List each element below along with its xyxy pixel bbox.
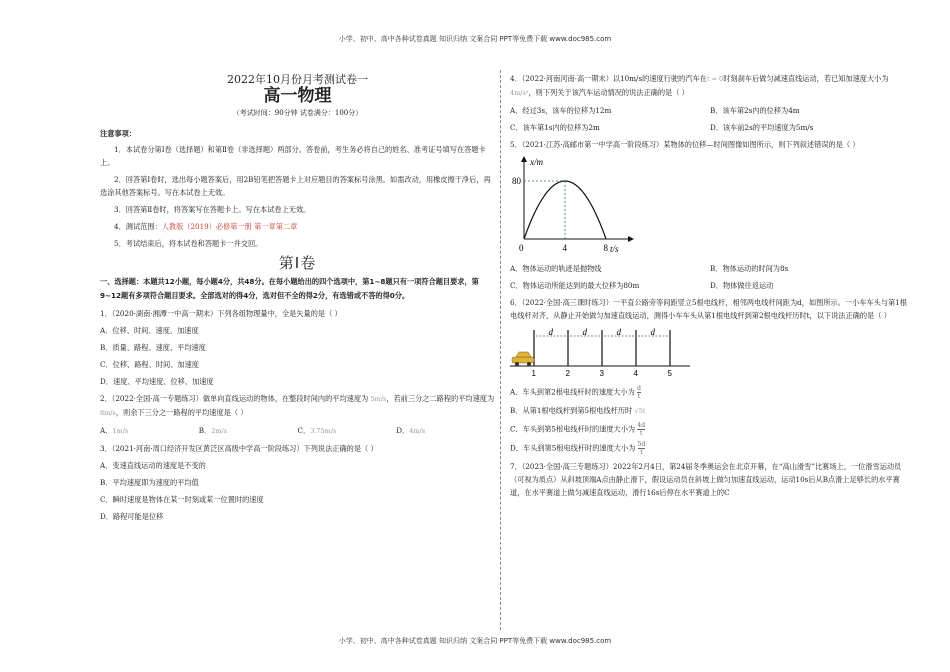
q6-option-d: D．车头到第5根电线杆时的速度大小为 $\frac{5d}{t}$ bbox=[510, 441, 646, 456]
notice-4-prefix: 4．测试范围： bbox=[114, 222, 162, 231]
section-intro: 一、选择题：本题共12小题，每小题4分，共48分。在每小题给出的四个选项中，第1~8题只有一项符合题目要求，第9~12题有多项符合题目要求。全部选对的得4分，选对但不全的得2分，有选错或不答的得0分。 bbox=[100, 277, 479, 300]
part-title: 第Ⅰ卷 bbox=[278, 254, 317, 272]
q6-option-a: A．车头到第2根电线杆时的速度大小为 $\frac{d}{t}$ bbox=[510, 385, 641, 400]
q4-t0: t = 0 bbox=[706, 75, 724, 83]
q6-stem: 6．（2022·全国·高三课时练习）一平直公路旁等间距竖立5根电线杆，相邻两电线杆间距为d，如图所示。一小车车头与第1根电线杆对齐，从静止开始做匀加速直线运动，测得小车车头从第1根电线杆到第2根电线杆历时t，以下说法正确的是（ ） bbox=[510, 298, 907, 320]
q4-options-row1 bbox=[510, 104, 910, 117]
y-axis-label: x/m bbox=[530, 157, 543, 167]
q2-option-c: C．3.75m/s bbox=[297, 426, 337, 435]
q5-stem: 5．（2021·江苏·高邮市第一中学高一阶段练习）某物体的位移—时间图像如图所示，则下列叙述错误的是（ ） bbox=[510, 140, 860, 149]
q5-options-row2 bbox=[510, 279, 910, 292]
notice-4-range: 人教版（2019）必修第一册 第一章第二章 bbox=[161, 222, 298, 231]
q2-stem-b: ，若前三分之二路程的平均速度为 bbox=[386, 394, 495, 403]
pole-label-4: 4 bbox=[633, 369, 638, 378]
pole-label-1: 1 bbox=[531, 369, 536, 378]
q5-option-a: A．物体运动的轨迹是抛物线 bbox=[510, 264, 602, 273]
pole-label-2: 2 bbox=[565, 369, 570, 378]
x-tick-8: 8 bbox=[603, 243, 608, 253]
x-axis-arrow-icon bbox=[628, 236, 634, 242]
q4-stem-b: 时刻刹车后做匀减速直线运动，若已知加速度大小为 bbox=[723, 74, 889, 83]
exam-title: 2022年10月份月考测试卷一 bbox=[227, 73, 368, 86]
q2-option-a: A．1m/s bbox=[100, 426, 129, 435]
q2-v1: 5m/s bbox=[370, 395, 387, 403]
exam-subtitle: （考试时间：90分钟 试卷满分：100分） bbox=[232, 109, 363, 117]
q1-option-c: C．位移、路程、时间、加速度 bbox=[100, 360, 199, 369]
q4-option-b: B．该车第2s内的位移为4m bbox=[710, 106, 800, 115]
q2-stem bbox=[100, 392, 495, 420]
right-column bbox=[510, 68, 910, 499]
q4-stem-a: 4．（2022·河南河南·高一期末）以10m/s的速度行驶的汽车在 bbox=[510, 74, 707, 83]
car-icon bbox=[512, 352, 534, 366]
y-tick-80: 80 bbox=[512, 176, 521, 186]
chart-marks bbox=[524, 181, 606, 239]
q1-stem: 1．（2020·湖南·湘潭一中高一期末）下列各组物理量中，全是矢量的是（ ） bbox=[100, 309, 342, 318]
q5-options-row1 bbox=[510, 262, 910, 275]
q4-acc: 4m/s² bbox=[510, 89, 529, 97]
q6-formula-c: $\frac{4d}{t}$ bbox=[637, 422, 646, 437]
poles-figure-svg bbox=[510, 326, 710, 378]
subject-title: 高一物理 bbox=[263, 86, 332, 106]
span-label-d: d bbox=[616, 327, 621, 337]
page-footer: 小学、初中、高中各种试卷真题 知识归纳 文案合同 PPT等免费下载 www.doc985.com bbox=[338, 637, 612, 645]
q3-option-d: D．路程可能是位移 bbox=[100, 512, 164, 521]
origin-label: 0 bbox=[519, 243, 524, 253]
q2-option-b: B．2m/s bbox=[198, 426, 228, 435]
q5-option-b: B．物体运动的时间为8s bbox=[710, 264, 789, 273]
x-axis-label: t/s bbox=[610, 244, 619, 254]
q2-v2: 8m/s bbox=[100, 409, 116, 417]
q4-option-c: C．该车第1s内的位移为2m bbox=[510, 123, 600, 132]
q6-formula-d: $\frac{5d}{t}$ bbox=[637, 441, 646, 456]
q5-option-c: C．物体运动所能达到的最大位移为80m bbox=[510, 281, 640, 290]
q4-stem-c: ，则下列关于该汽车运动情况的说法正确的是（ ） bbox=[528, 88, 689, 97]
pole-label-3: 3 bbox=[599, 369, 604, 378]
page-header: 小学、初中、高中各种试卷真题 知识归纳 文案合同 PPT等免费下载 www.doc985.com bbox=[338, 35, 612, 43]
q1-option-b: B．质量、路程、速度、平均速度 bbox=[100, 343, 206, 352]
q2-option-d: D．4m/s bbox=[396, 426, 426, 435]
notice-heading: 注意事项： bbox=[100, 129, 136, 138]
q2-options bbox=[100, 424, 495, 438]
q6-formula-a: $\frac{d}{t}$ bbox=[637, 385, 641, 400]
notice-4 bbox=[100, 220, 495, 233]
q5-option-d: D．物体做往返运动 bbox=[710, 281, 774, 290]
pole-label-5: 5 bbox=[667, 369, 672, 378]
poles-group bbox=[532, 327, 673, 378]
q1-option-d: D．速度、平均速度、位移、加速度 bbox=[100, 377, 214, 386]
q3-option-a: A．变速直线运动的速度是不变的 bbox=[100, 461, 206, 470]
q3-stem: 3．（2021·河南·周口经济开发区黄泛区高级中学高一阶段练习）下列说法正确的是（ ） bbox=[100, 444, 378, 453]
span-label-d: d bbox=[582, 327, 587, 337]
q4-option-a: A．经过3s，该车的位移为12m bbox=[510, 106, 612, 115]
column-divider bbox=[500, 70, 501, 630]
q3-option-b: B．平均速度即为速度的平均值 bbox=[100, 478, 199, 487]
xt-chart-svg bbox=[510, 153, 670, 255]
q4-option-d: D．该车前2s的平均速度为5m/s bbox=[710, 123, 814, 132]
x-tick-4: 4 bbox=[562, 243, 567, 253]
q4-options-row2 bbox=[510, 121, 910, 134]
span-label-d: d bbox=[650, 327, 655, 337]
q1-option-a: A．位移、时间、速度、加速度 bbox=[100, 326, 199, 335]
left-column bbox=[100, 74, 495, 523]
span-label-d: d bbox=[548, 327, 553, 337]
q7-stem: 7．（2023·全国·高三专题练习）2022年2月4日，第24届冬季奥运会在北京开幕，在“高山滑雪”比赛场上，一位滑雪运动员（可视为质点）从斜坡顶端A点由静止滑下，假设运动员在斜坡上做匀加速直线运动，运动10s后从B点滑上足够长的水平赛道，在水平赛道上做匀减速直线运动，滑行16s后停在水平赛道上的C bbox=[510, 462, 902, 497]
q6-formula-b: √5t bbox=[634, 407, 646, 415]
notice-1: 1．本试卷分第Ⅰ卷（选择题）和第Ⅱ卷（非选择题）两部分。答卷前，考生务必将自己的姓名、准考证号填写在答题卡上。 bbox=[100, 145, 486, 167]
q3-option-c: C．瞬时速度是物体在某一时刻或某一位置时的速度 bbox=[100, 495, 264, 504]
y-axis-arrow-icon bbox=[521, 156, 527, 162]
q6-option-b: B．从第1根电线杆到第5根电线杆历时 √5t bbox=[510, 406, 646, 415]
q5-figure bbox=[510, 153, 910, 258]
q6-figure bbox=[510, 326, 910, 381]
q6-option-c: C．车头到第5根电线杆时的速度大小为 $\frac{4d}{t}$ bbox=[510, 422, 646, 437]
q2-stem-c: ，则余下三分之一路程的平均速度是（ ） bbox=[115, 408, 248, 417]
q4-stem bbox=[510, 72, 910, 100]
q2-stem-a: 2．（2022·全国·高一专题练习）做单向直线运动的物体，在整段时间内的平均速度为 bbox=[100, 394, 369, 403]
notice-2: 2．回答第Ⅰ卷时，选出每小题答案后，用2B铅笔把答题卡上对应题目的答案标号涂黑。如需改动，用橡皮擦干净后，再选涂其他答案标号。写在本试卷上无效。 bbox=[100, 175, 491, 197]
notice-5: 5．考试结束后，将本试卷和答题卡一并交回。 bbox=[114, 239, 263, 248]
notice-3: 3．回答第Ⅱ卷时，将答案写在答题卡上。写在本试卷上无效。 bbox=[114, 205, 311, 214]
